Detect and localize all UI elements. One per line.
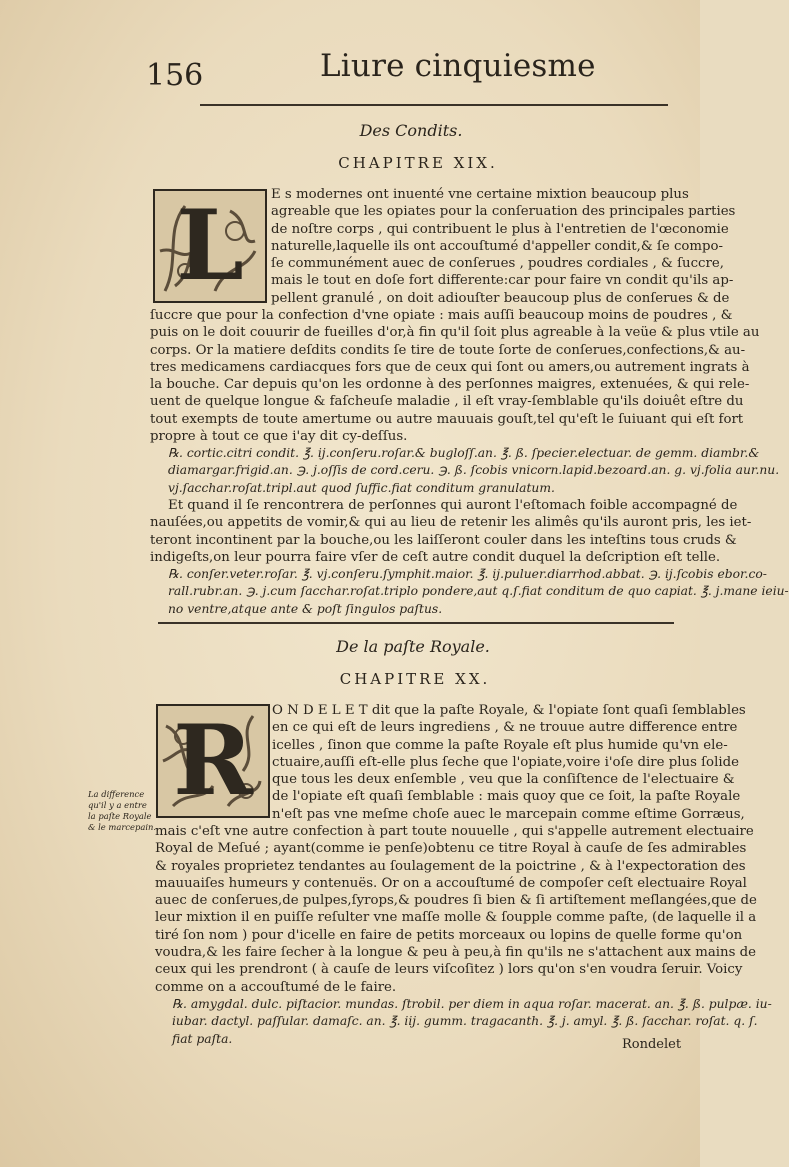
recipe-rose-condit [168, 566, 789, 618]
recipe-line: fiat paſta. [172, 1031, 233, 1046]
text-line: leur mixtion il en puiſſe reſulter vne maſſe molle & ſoupple comme paſte, (de laquelle il a [155, 910, 757, 926]
initial-letter: R [173, 704, 253, 817]
recipe-line: iubar. dactyl. paſſular. damaſc. an. ℥. iij. gumm. tragacanth. ℥. j. amyl. ℥. ß. ſacchar. roſat. q. ſ. [172, 1014, 758, 1029]
recipe-line: ℞. conſer.veter.roſar. ℥. vj.conſeru.ſymphit.maior. ℥. ij.puluer.diarrhod.abbat. ℈. ij.ſcobis ebor.co- [168, 567, 767, 581]
text-line: mais le tout en doſe fort differente:car pour faire vn condit qu'ils ap- [271, 273, 734, 289]
recipe-line: ℞. cortic.citri condit. ℥. ij.conſeru.roſar.& bugloſſ.an. ℥. ß. ſpecier.electuar. de gemm. diambr.& [168, 446, 760, 460]
text-line: la bouche. Car depuis qu'on les ordonne à des perſonnes maigres, extenuées, & qui rele- [150, 377, 750, 393]
text-line: de noſtre corps , qui contribuent le plus à l'entretien de l'œconomie [271, 221, 729, 237]
text-line: Et quand il ſe rencontrera de perſonnes qui auront l'eſtomach foible accompagné de [168, 498, 738, 513]
intro-paragraph-narrow-2 [272, 702, 746, 823]
marginal-note [88, 789, 156, 833]
recipe-line: diamargar.frigid.an. ℈. j.oſſis de cord.ceru. ℈. ß. ſcobis vnicorn.lapid.bezoard.an. g. vj.folia aur.nu. [168, 463, 780, 478]
section-rule [158, 622, 674, 624]
body-paragraph-condits [150, 307, 759, 445]
text-line: Royal de Meſué ; ayant(comme ie penſe)obtenu ce titre Royal à cauſe de ſes admirables [155, 841, 747, 857]
text-line: que tous les deux enſemble , veu que la conſiſtence de l'electuaire & [272, 772, 735, 788]
chapter-heading-xix: CHAPITRE XIX. [338, 154, 498, 172]
running-title: Liure cinquiesme [320, 48, 596, 84]
text-line: tout exempts de toute amertume ou autre mauuais gouſt,tel qu'eſt le ſuiuant qui eſt fort [150, 411, 744, 427]
recipe-line: vj.ſacchar.roſat.tripl.aut quod ſuffic.fiat conditum granulatum. [168, 480, 555, 495]
text-line: tres medicamens cardiacques fors que de ceux qui ſont ou amers,ou autrement ingrats à [150, 359, 750, 375]
text-line: propre à tout ce que i'ay dit cy-deſſus. [150, 429, 408, 445]
text-line: icelles , ſinon que comme la paſte Royale eſt plus humide qu'vn ele- [272, 737, 728, 753]
text-line: E s modernes ont inuenté vne certaine mixtion beaucoup plus [271, 187, 689, 202]
chapter-heading-xx: CHAPITRE XX. [339, 670, 491, 688]
header-rule [200, 104, 668, 106]
text-line: mais c'eſt vne autre confection à part toute nouuelle , qui s'appelle autrement electuaire [155, 824, 754, 839]
text-line: uent de quelque longue & faſcheuſe maladie , il eſt vray-ſemblable qu'ils doiuêt eſtre du [150, 394, 744, 410]
text-line: ctuaire,auſſi eſt-elle plus ſeche que l'opiate,voire i'oſe dire plus ſolide [272, 754, 739, 770]
recipe-line: no ventre,atque ante & poſt ſingulos paſtus. [168, 601, 443, 616]
intro-paragraph-narrow [271, 186, 735, 307]
text-line: comme on a accouſtumé de le faire. [155, 979, 397, 995]
text-line: auec de conſerues,de pulpes,ſyrops,& poudres ſi bien & ſi artiſtement meſlangées,que de [155, 893, 757, 909]
text-line: agreable que les opiates pour la conſeruation des principales parties [271, 204, 736, 220]
text-line: O N D E L E T dit que la paſte Royale, & l'opiate ſont quaſi ſemblables [272, 703, 746, 718]
text-line: puis on le doit couurir de fueilles d'or,à fin qu'il ſoit plus agreable à la veüe & plus vtile au [150, 325, 760, 341]
section-title-paste-royale: De la paſte Royale. [336, 637, 490, 656]
decorated-initial-r [156, 704, 270, 818]
body-paragraph-stomach [150, 497, 751, 566]
recipe-line: rall.rubr.an. ℈. j.cum ſacchar.roſat.triplo pondere,aut q.ſ.fiat conditum de quo capiat. ℥. j.mane ieiu- [168, 584, 789, 599]
text-line: teront incontinent par la bouche,ou les laiſſeront couler dans les inteſtins tous cruds & [150, 532, 737, 548]
text-line: tiré ſon nom ) pour d'icelle en faire de petits morceaux ou lopins de quelle forme qu'on [155, 927, 743, 943]
text-line: en ce qui eſt de leurs ingrediens , & ne trouue autre difference entre [272, 720, 738, 736]
recipe-paste-royale [172, 996, 772, 1048]
text-line: & royales proprietez tendantes au ſoulagement de la poictrine , & à l'expectoration des [155, 858, 746, 874]
text-line: pellent granulé , on doit adiouſter beaucoup plus de conſerues & de [271, 290, 730, 306]
marginal-line: La difference [88, 789, 145, 799]
text-line: indigeſts,on leur pourra faire vſer de ceſt autre condit duquel la deſcription eſt telle. [150, 549, 721, 565]
text-line: naturelle,laquelle ils ont accouſtumé d'appeller condit,& ſe compo- [271, 238, 724, 254]
section-title-condits: Des Condits. [359, 121, 463, 140]
text-line: n'eſt pas vne meſme choſe auec le marcepain comme eſtime Gorræus, [272, 806, 745, 822]
body-paragraph-paste-royale [155, 823, 757, 996]
text-line: de l'opiate eſt quaſi ſemblable : mais quoy que ce ſoit, la paſte Royale [272, 789, 741, 805]
initial-letter: L [176, 189, 244, 302]
recipe-granulated-condit [168, 445, 779, 497]
catchword: Rondelet [622, 1037, 682, 1052]
text-line: ceux qui les prendront ( à cauſe de leurs viſcoſitez ) lors qu'on s'en voudra ſeruir. Voicy [155, 962, 743, 978]
page-number: 156 [146, 58, 204, 93]
text-line: nauſées,ou appetits de vomir,& qui au lieu de retenir les alimês qu'ils auront pris, les iet- [150, 515, 752, 531]
marginal-line: qu'il y a entre [88, 800, 147, 810]
text-line: voudra,& les faire ſecher à la longue & peu à peu,à fin qu'ils ne s'attachent aux mains de [155, 945, 757, 961]
recipe-line: ℞. amygdal. dulc. piſtacior. mundas. ſtrobil. per diem in aqua roſar. macerat. an. ℥. ß. pulpæ. iu- [172, 997, 772, 1011]
text-line: mauuaiſes humeurs y contenuës. Or on a accouſtumé de compoſer ceſt electuaire Royal [155, 875, 747, 891]
text-line: ſe communément auec de conſerues , poudres cordiales , & ſuccre, [271, 256, 724, 272]
marginal-line: la paſte Royale [88, 811, 152, 821]
text-line: corps. Or la matiere deſdits condits ſe tire de toute ſorte de conſerues,confections,& au- [150, 342, 746, 358]
decorated-initial-l [153, 189, 267, 303]
marginal-line: & le marcepain. [88, 822, 157, 832]
text-line: ſuccre que pour la confection d'vne opiate : mais auſſi beaucoup moins de poudres , & [150, 308, 733, 323]
